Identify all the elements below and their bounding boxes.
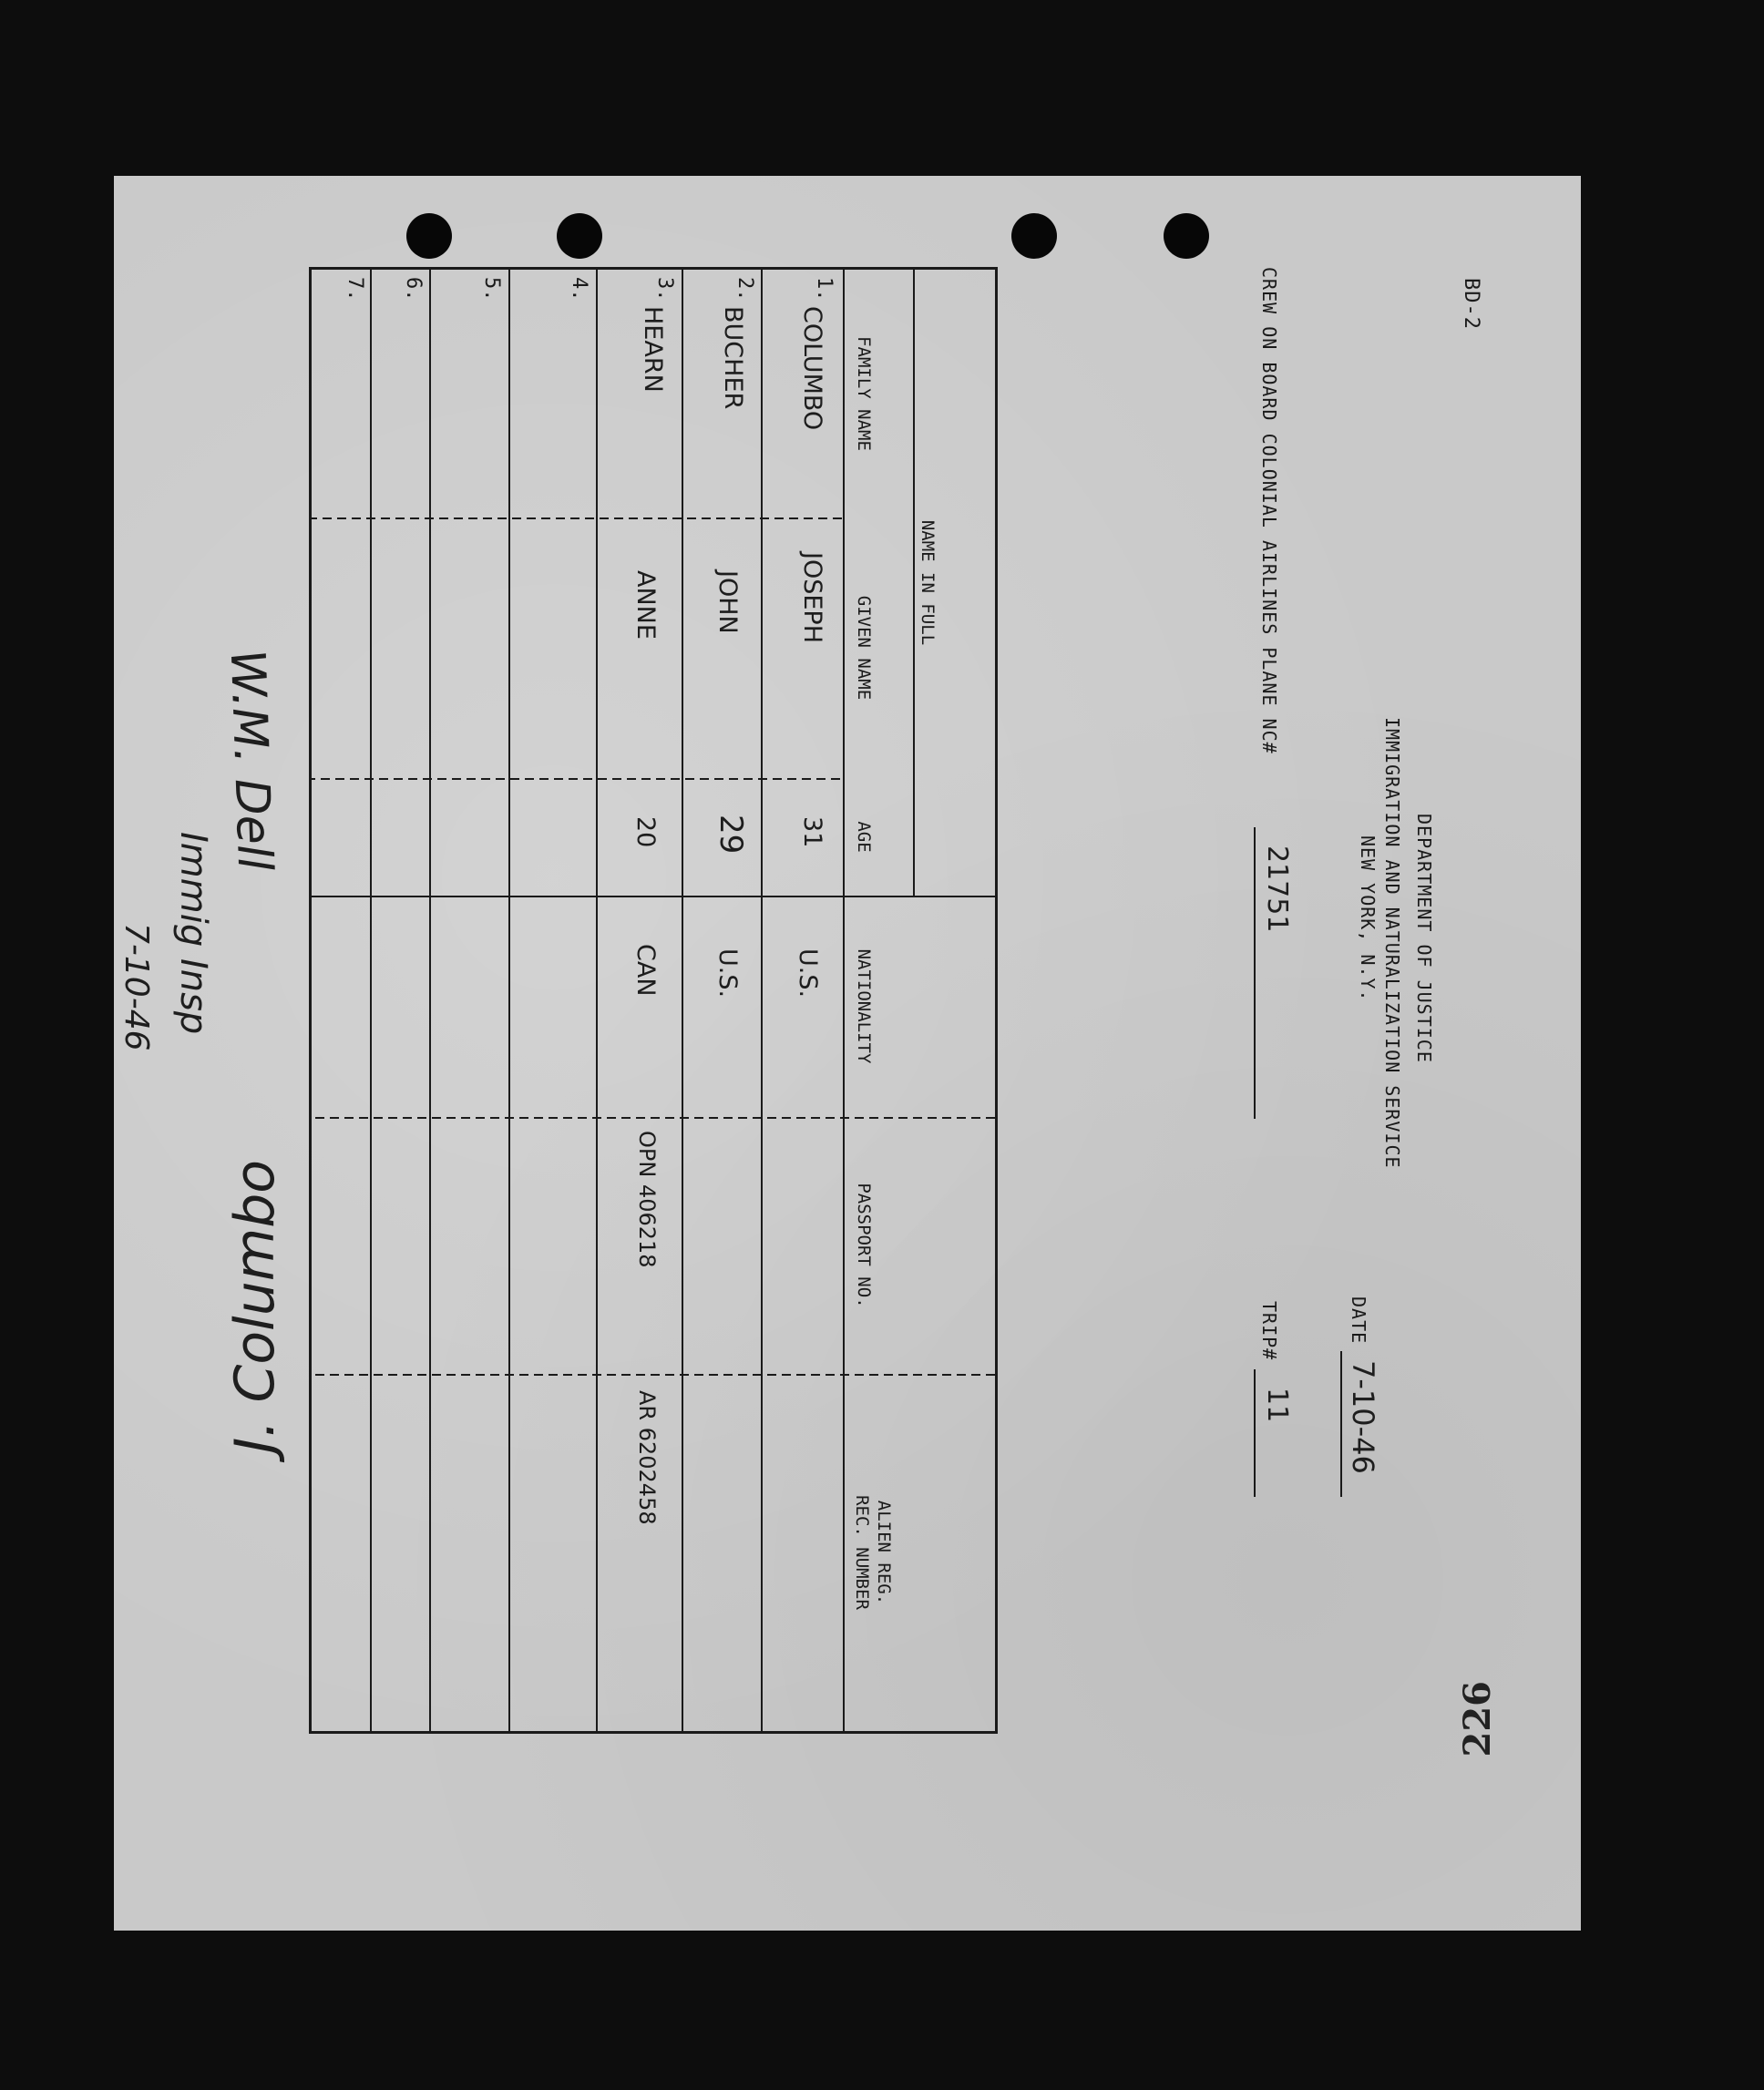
inspector-title: Immig Insp [172,832,214,1035]
age-cell: 31 [798,816,826,848]
given-name-divider [309,517,842,519]
form-sheet [114,176,1581,1931]
trip-value: 11 [1261,1388,1293,1423]
nationality-cell: U.S. [713,948,742,999]
location-heading: NEW YORK, N.Y. [1357,835,1379,1002]
row-number: 1. [813,277,836,302]
row-line [370,270,372,1731]
family-name-cell: BUCHER [719,306,747,410]
header-bottom-line [843,270,845,1731]
age-right-line [312,896,995,897]
trip-underline [1254,1369,1256,1497]
plane-number: 21751 [1261,845,1293,933]
date-value: 7-10-46 [1346,1360,1380,1474]
form-id: BD-2 [1460,278,1482,330]
alien-reg-cell: AR 6202458 [634,1390,660,1525]
row-line [682,270,683,1731]
date-underline [1340,1351,1342,1497]
row-line [596,270,598,1731]
family-name-header: FAMILY NAME [854,336,874,451]
age-divider [309,778,840,780]
family-name-cell: HEARN [639,306,667,393]
row-line [429,270,431,1731]
page-number-stamp: 226 [1456,1681,1499,1757]
inspector-signature: W.M. Dell [219,649,282,872]
name-group-line [913,270,915,896]
nationality-header: NATIONALITY [854,948,874,1064]
crew-label: CREW ON BOARD COLONIAL AIRLINES PLANE NC# [1258,267,1280,754]
age-cell: 20 [631,816,660,848]
crew-signature: J. Columbo [223,1160,287,1454]
age-cell: 29 [713,814,749,855]
given-name-cell: ANNE [631,570,660,640]
given-name-cell: JOHN [713,570,742,634]
family-name-cell: COLUMBO [798,306,826,431]
alien-reg-header: ALIEN REG. [874,1500,894,1605]
nationality-cell: CAN [631,944,660,997]
passport-header: PASSPORT NO. [854,1183,874,1308]
plane-underline [1254,827,1256,1119]
name-in-full-header: NAME IN FULL [918,519,938,646]
row-number: 3. [653,277,676,302]
rotated-form-content [114,176,1581,1931]
alien-rec-header: REC. NUMBER [852,1495,872,1610]
passport-divider [309,1117,995,1119]
row-number: 6. [402,277,425,302]
row-number: 2. [733,277,756,302]
row-line [508,270,510,1731]
date-label: DATE [1348,1296,1369,1345]
row-number: 4. [568,277,590,302]
crew-table [309,267,998,1734]
nationality-cell: U.S. [794,948,822,999]
given-name-cell: JOSEPH [798,552,826,643]
row-number: 5. [480,277,503,302]
row-line [761,270,763,1731]
service-heading: IMMIGRATION AND NATURALIZATION SERVICE [1381,717,1403,1169]
trip-label: TRIP# [1258,1301,1280,1361]
given-name-header: GIVEN NAME [854,595,874,701]
passport-cell: OPN 406218 [634,1131,660,1268]
department-heading: DEPARTMENT OF JUSTICE [1413,814,1435,1063]
row-number: 7. [344,277,366,302]
age-header: AGE [854,821,874,853]
inspector-date: 7-10-46 [118,923,155,1051]
